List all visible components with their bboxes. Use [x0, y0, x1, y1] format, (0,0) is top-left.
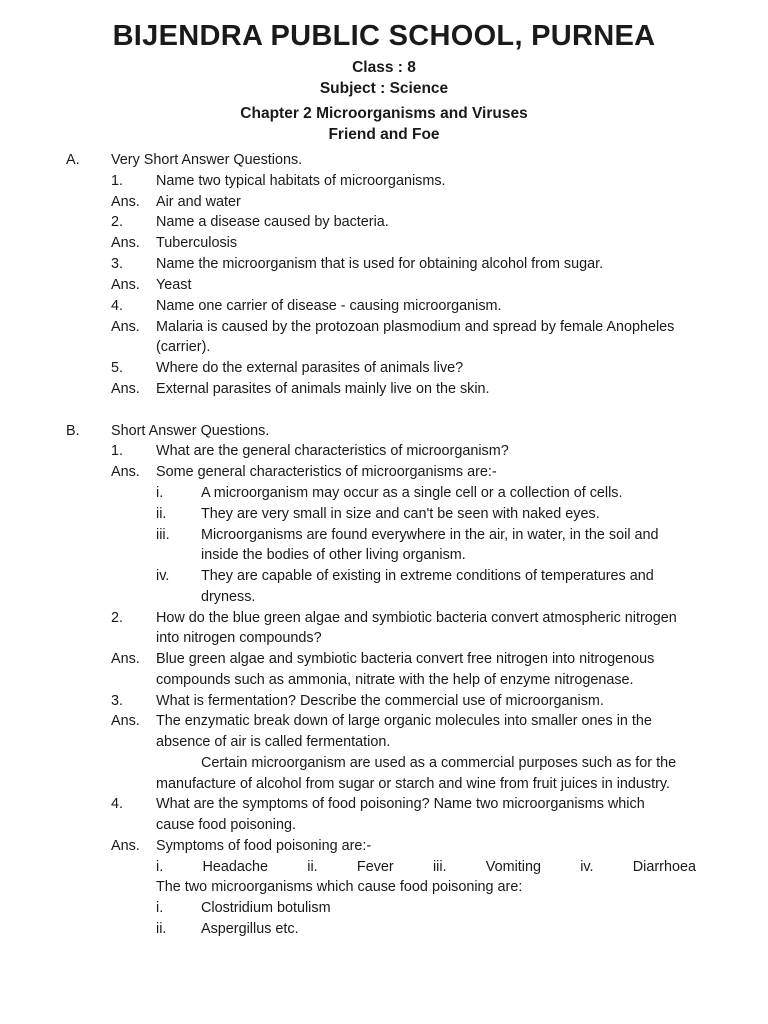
symptom-text: Fever — [356, 859, 394, 875]
class-line: Class : 8 — [352, 59, 416, 76]
school-title: BIJENDRA PUBLIC SCHOOL, PURNEA — [112, 20, 656, 52]
question-number: 1. — [111, 443, 124, 459]
question-text: Name a disease caused by bacteria. — [156, 214, 389, 230]
answer-label: Ans. — [111, 464, 140, 480]
question-number: 2. — [111, 610, 124, 626]
symptom-number: iii. — [432, 859, 447, 875]
question-text: How do the blue green algae and symbiotic bacteria convert atmospheric nitrogen — [156, 610, 677, 626]
answer-label: Ans. — [111, 319, 140, 335]
subject-line: Subject : Science — [319, 80, 449, 97]
question-text: into nitrogen compounds? — [156, 630, 322, 646]
sub-item-text: dryness. — [201, 589, 256, 605]
answer-label: Ans. — [111, 194, 140, 210]
answer-text: manufacture of alcohol from sugar or starch and wine from fruit juices in industry. — [156, 776, 671, 792]
question-text: cause food poisoning. — [156, 817, 297, 833]
question-text: What are the general characteristics of microorganism? — [156, 443, 509, 459]
symptom-number: i. — [156, 859, 164, 875]
answer-label: Ans. — [111, 381, 140, 397]
question-number: 4. — [111, 796, 124, 812]
answer-text: Tuberculosis — [156, 235, 238, 251]
question-text: Name two typical habitats of microorganisms. — [156, 173, 446, 189]
section-letter: A. — [66, 152, 80, 168]
answer-text: Air and water — [156, 194, 241, 210]
answer-text: External parasites of animals mainly live on the skin. — [156, 381, 490, 397]
sub-item-text: Aspergillus etc. — [201, 921, 299, 937]
sub-item-text: inside the bodies of other living organism. — [201, 547, 466, 563]
answer-text: Symptoms of food poisoning are:- — [156, 838, 372, 854]
sub-item-text: A microorganism may occur as a single cell or a collection of cells. — [201, 485, 623, 501]
answer-label: Ans. — [111, 651, 140, 667]
sub-item-text: They are capable of existing in extreme conditions of temperatures and — [201, 568, 654, 584]
answer-text: Yeast — [156, 277, 192, 293]
section-title: Very Short Answer Questions. — [111, 152, 303, 168]
symptom-text: Diarrhoea — [632, 859, 696, 875]
question-number: 1. — [111, 173, 124, 189]
sub-item-number: i. — [156, 485, 164, 501]
answer-label: Ans. — [111, 713, 140, 729]
symptom-number: iv. — [580, 859, 594, 875]
section-title: Short Answer Questions. — [111, 423, 270, 439]
symptom-text: Headache — [202, 859, 269, 875]
sub-item-number: i. — [156, 900, 164, 916]
answer-text: The two microorganisms which cause food poisoning are: — [156, 879, 523, 895]
section-letter: B. — [66, 423, 80, 439]
answer-text: absence of air is called fermentation. — [156, 734, 391, 750]
answer-label: Ans. — [111, 838, 140, 854]
answer-text: (carrier). — [156, 339, 211, 355]
sub-item-number: iv. — [156, 568, 170, 584]
answer-text: Blue green algae and symbiotic bacteria convert free nitrogen into nitrogenous — [156, 651, 655, 667]
answer-label: Ans. — [111, 277, 140, 293]
chapter-subtitle: Friend and Foe — [328, 126, 440, 143]
question-number: 3. — [111, 693, 124, 709]
sub-item-number: ii. — [156, 921, 167, 937]
answer-text: The enzymatic break down of large organic molecules into smaller ones in the — [156, 713, 652, 729]
answer-text: Some general characteristics of microorganisms are:- — [156, 464, 497, 480]
answer-text: compounds such as ammonia, nitrate with the help of enzyme nitrogenase. — [156, 672, 634, 688]
answer-label: Ans. — [111, 235, 140, 251]
question-number: 5. — [111, 360, 124, 376]
symptoms-row — [156, 857, 696, 877]
question-text: What is fermentation? Describe the commercial use of microorganism. — [156, 693, 604, 709]
answer-text: Certain microorganism are used as a commercial purposes such as for the — [201, 755, 677, 771]
question-text: What are the symptoms of food poisoning? Name two microorganisms which — [156, 796, 645, 812]
sub-item-text: They are very small in size and can't be seen with naked eyes. — [201, 506, 600, 522]
question-number: 4. — [111, 298, 124, 314]
sub-item-text: Microorganisms are found everywhere in the air, in water, in the soil and — [201, 527, 659, 543]
question-number: 2. — [111, 214, 124, 230]
symptom-number: ii. — [307, 859, 318, 875]
question-text: Name one carrier of disease - causing microorganism. — [156, 298, 502, 314]
sub-item-text: Clostridium botulism — [201, 900, 331, 916]
sub-item-number: ii. — [156, 506, 167, 522]
answer-text: Malaria is caused by the protozoan plasmodium and spread by female Anopheles — [156, 319, 675, 335]
chapter-title: Chapter 2 Microorganisms and Viruses — [240, 105, 528, 122]
question-number: 3. — [111, 256, 124, 272]
question-text: Where do the external parasites of animals live? — [156, 360, 464, 376]
symptom-text: Vomiting — [485, 859, 541, 875]
sub-item-number: iii. — [156, 527, 170, 543]
question-text: Name the microorganism that is used for obtaining alcohol from sugar. — [156, 256, 604, 272]
